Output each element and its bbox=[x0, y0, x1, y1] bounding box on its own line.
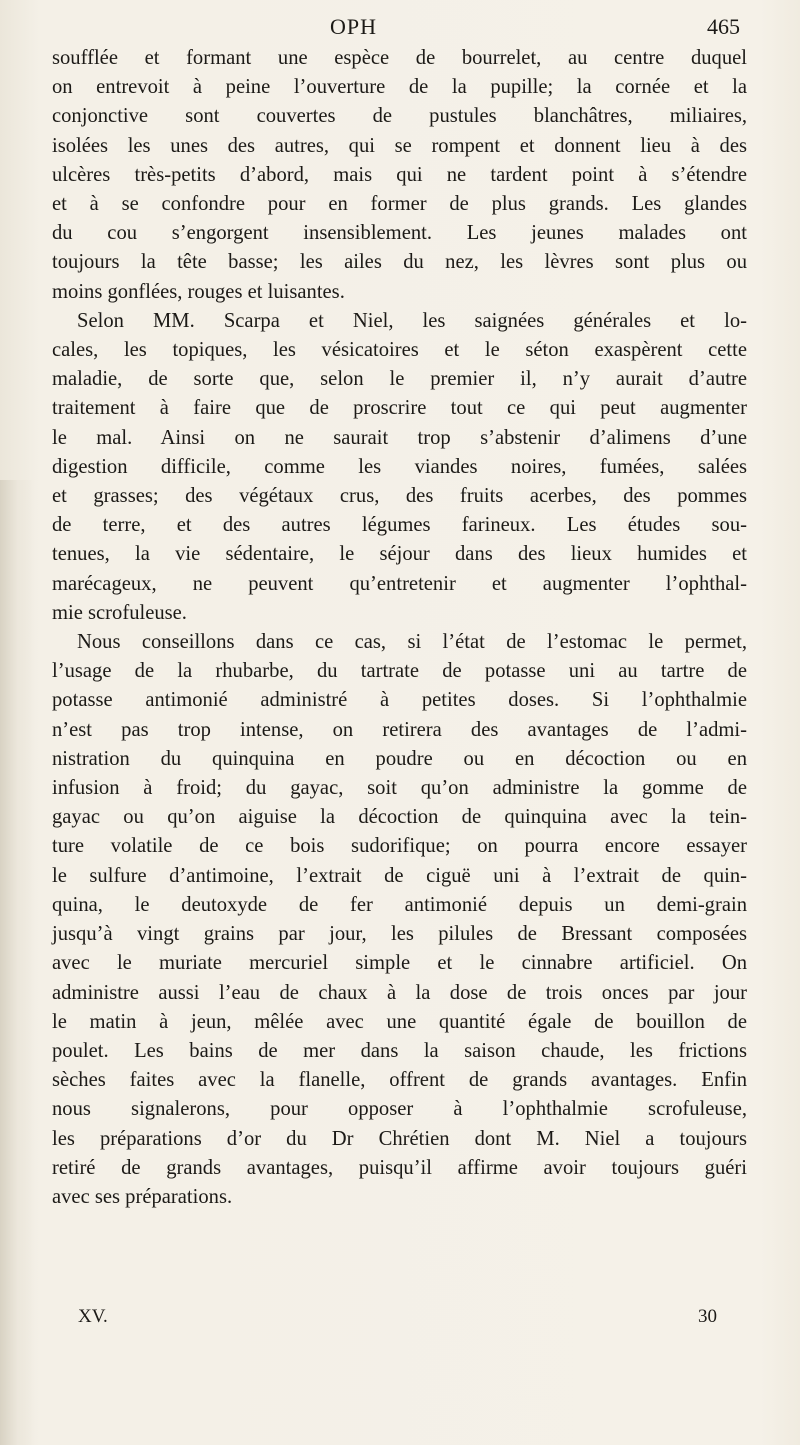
text-line: du cou s’engorgent insensiblement. Les jeunes malades ont bbox=[52, 222, 747, 245]
page-number: 465 bbox=[707, 14, 740, 39]
text-line: les préparations d’or du Dr Chrétien dont M. Niel a toujours bbox=[52, 1127, 747, 1150]
text-line: mie scrofuleuse. bbox=[52, 601, 187, 624]
text-line: on entrevoit à peine l’ouverture de la pupille; la cornée et la bbox=[52, 76, 747, 99]
text-line: poulet. Les bains de mer dans la saison chaude, les frictions bbox=[52, 1039, 747, 1062]
text-line: infusion à froid; du gayac, soit qu’on administre la gomme de bbox=[52, 777, 747, 800]
page-header bbox=[0, 14, 800, 48]
text-line: soufflée et formant une espèce de bourrelet, au centre duquel bbox=[52, 47, 747, 69]
text-line: Selon MM. Scarpa et Niel, les saignées générales et lo- bbox=[77, 309, 747, 332]
text-line: avec le muriate mercuriel simple et le cinnabre artificiel. On bbox=[52, 952, 747, 975]
signature-mark: XV. bbox=[78, 1306, 108, 1327]
text-line: maladie, de sorte que, selon le premier il, n’y aurait d’autre bbox=[52, 368, 747, 391]
text-line: nistration du quinquina en poudre ou en décoction ou en bbox=[52, 747, 747, 770]
sheet-number: 30 bbox=[698, 1306, 717, 1327]
text-line: toujours la tête basse; les ailes du nez, les lèvres sont plus ou bbox=[52, 251, 747, 274]
text-line: le sulfure d’antimoine, l’extrait de ciguë uni à l’extrait de quin- bbox=[52, 864, 747, 887]
text-line: quina, le deutoxyde de fer antimonié depuis un demi-grain bbox=[52, 893, 747, 916]
text-line: moins gonflées, rouges et luisantes. bbox=[52, 280, 345, 303]
text-line: le matin à jeun, mêlée avec une quantité égale de bouillon de bbox=[52, 1010, 747, 1033]
body-text bbox=[52, 44, 747, 1212]
text-line: avec ses préparations. bbox=[52, 1185, 233, 1208]
text-line: l’usage de la rhubarbe, du tartrate de potasse uni au tartre de bbox=[52, 660, 747, 683]
text-line: traitement à faire que de proscrire tout ce qui peut augmenter bbox=[52, 397, 747, 420]
running-title: OPH bbox=[330, 14, 378, 39]
text-line: nous signalerons, pour opposer à l’ophthalmie scrofuleuse, bbox=[52, 1098, 747, 1121]
page-footer bbox=[0, 1306, 800, 1336]
text-line: gayac ou qu’on aiguise la décoction de quinquina avec la tein- bbox=[52, 806, 747, 829]
text-line: administre aussi l’eau de chaux à la dose de trois onces par jour bbox=[52, 981, 747, 1004]
text-line: marécageux, ne peuvent qu’entretenir et augmenter l’ophthal- bbox=[52, 572, 747, 595]
text-line: et à se confondre pour en former de plus grands. Les glandes bbox=[52, 193, 747, 216]
text-line: le mal. Ainsi on ne saurait trop s’abstenir d’alimens d’une bbox=[52, 426, 747, 449]
text-line: de terre, et des autres légumes farineux. Les études sou- bbox=[52, 514, 747, 537]
text-line: potasse antimonié administré à petites doses. Si l’ophthalmie bbox=[52, 689, 747, 712]
text-line: ture volatile de ce bois sudorifique; on pourra encore essayer bbox=[52, 835, 747, 858]
text-line: jusqu’à vingt grains par jour, les pilules de Bressant composées bbox=[52, 923, 747, 946]
text-line: conjonctive sont couvertes de pustules blanchâtres, miliaires, bbox=[52, 105, 747, 128]
text-line: et grasses; des végétaux crus, des fruits acerbes, des pommes bbox=[52, 485, 747, 508]
text-line: cales, les topiques, les vésicatoires et le séton exaspèrent cette bbox=[52, 339, 747, 362]
text-line: retiré de grands avantages, puisqu’il affirme avoir toujours guéri bbox=[52, 1156, 747, 1179]
text-line: ulcères très-petits d’abord, mais qui ne tardent point à s’étendre bbox=[52, 163, 747, 186]
text-line: n’est pas trop intense, on retirera des avantages de l’admi- bbox=[52, 718, 747, 741]
text-line: isolées les unes des autres, qui se rompent et donnent lieu à des bbox=[52, 134, 747, 157]
binding-shadow bbox=[0, 480, 34, 1445]
text-line: digestion difficile, comme les viandes noires, fumées, salées bbox=[52, 455, 747, 478]
text-line: Nous conseillons dans ce cas, si l’état de l’estomac le permet, bbox=[77, 631, 747, 654]
text-line: sèches faites avec la flanelle, offrent de grands avantages. Enfin bbox=[52, 1069, 747, 1092]
text-line: tenues, la vie sédentaire, le séjour dans des lieux humides et bbox=[52, 543, 747, 566]
